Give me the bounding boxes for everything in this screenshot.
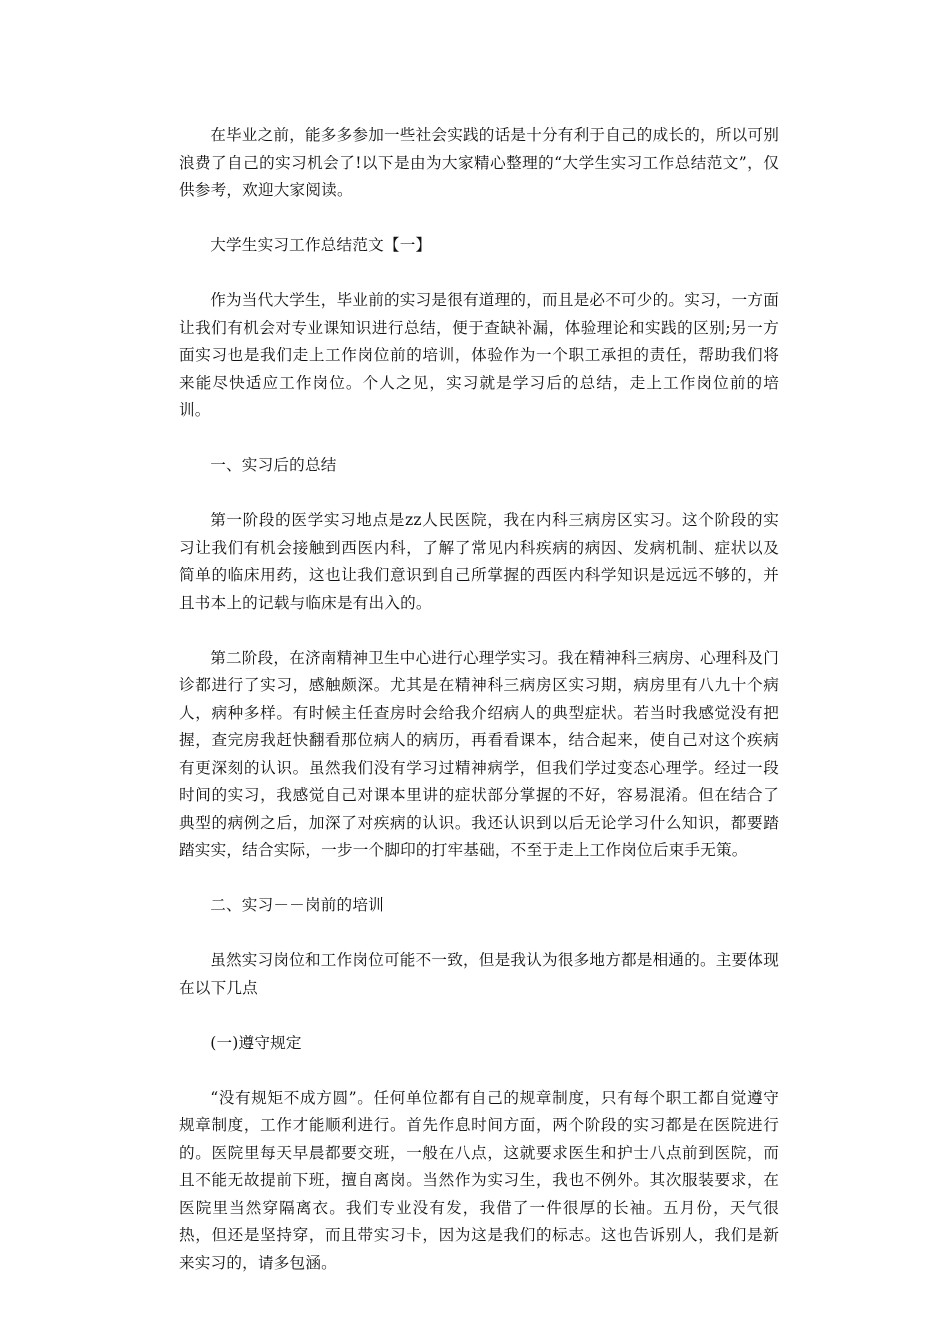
subsection-heading: (一)遵守规定 <box>210 1033 302 1052</box>
body-paragraph: 第二阶段，在济南精神卫生中心进行心理学实习。我在精神科三病房、心理科及门诊都进行了实习，感触颇深。尤其是在精神科三病房区实习期，病房里有八九十个病人，病种多样。有时候主任查房时会给我介绍病人的典型症状。若当时我感觉没有把握，查完房我赶快翻看那位病人的病历，再看看课本，结合起来，使自己对这个疾病有更深刻的认识。虽然我们没有学习过精神病学，但我们学过变态心理学。经过一段时间的实习，我感觉自己对课本里讲的症状部分掌握的不好，容易混淆。但在结合了典型的病例之后，加深了对疾病的认识。我还认识到以后无论学习什么知识，都要踏踏实实，结合实际，一步一个脚印的打牢基础，不至于走上工作岗位后束手无策。 <box>179 648 779 859</box>
paragraph-gap <box>179 1057 779 1085</box>
body-paragraph: 第一阶段的医学实习地点是zz人民医院，我在内科三病房区实习。这个阶段的实习让我们有机会接触到西医内科，了解了常见内科疾病的病因、发病机制、症状以及简单的临床用药，这也让我们意识到自己所掌握的西医内科学知识是远远不够的，并且书本上的记载与临床是有出入的。 <box>179 511 779 612</box>
paragraph-gap <box>179 1002 779 1030</box>
paragraph-gap <box>179 205 779 233</box>
document-body <box>179 122 779 1277</box>
article-title: 大学生实习工作总结范文【一】 <box>210 236 432 254</box>
paragraph-gap <box>179 920 779 948</box>
paragraph-gap <box>179 480 779 508</box>
paragraph-gap <box>179 617 779 645</box>
paragraph-gap <box>179 260 779 288</box>
paragraph-gap <box>179 425 779 453</box>
body-paragraph: 虽然实习岗位和工作岗位可能不一致，但是我认为很多地方都是相通的。主要体现在以下几点 <box>179 951 779 997</box>
section-heading-2: 二、实习－－岗前的培训 <box>210 896 384 914</box>
intro-paragraph: 在毕业之前，能多多参加一些社会实践的话是十分有利于自己的成长的，所以可别浪费了自己的实习机会了!以下是由为大家精心整理的“大学生实习工作总结范文”，仅供参考，欢迎大家阅读。 <box>179 126 779 199</box>
paragraph-gap <box>179 865 779 893</box>
body-paragraph: 作为当代大学生，毕业前的实习是很有道理的，而且是必不可少的。实习，一方面让我们有机会对专业课知识进行总结，便于查缺补漏，体验理论和实践的区别;另一方面实习也是我们走上工作岗位前的培训，体验作为一个职工承担的责任，帮助我们将来能尽快适应工作岗位。个人之见，实习就是学习后的总结，走上工作岗位前的培训。 <box>179 291 779 419</box>
body-paragraph: “没有规矩不成方圆”。任何单位都有自己的规章制度，只有每个职工都自觉遵守规章制度，工作才能顺利进行。首先作息时间方面，两个阶段的实习都是在医院进行的。医院里每天早晨都要交班，一般在八点，这就要求医生和护士八点前到医院，而且不能无故提前下班，擅自离岗。当然作为实习生，我也不例外。其次服装要求，在医院里当然穿隔离衣。我们专业没有发，我借了一件很厚的长袖。五月份，天气很热，但还是坚持穿，而且带实习卡，因为这是我们的标志。这也告诉别人，我们是新来实习的，请多包涵。 <box>179 1088 779 1272</box>
section-heading-1: 一、实习后的总结 <box>210 456 337 474</box>
